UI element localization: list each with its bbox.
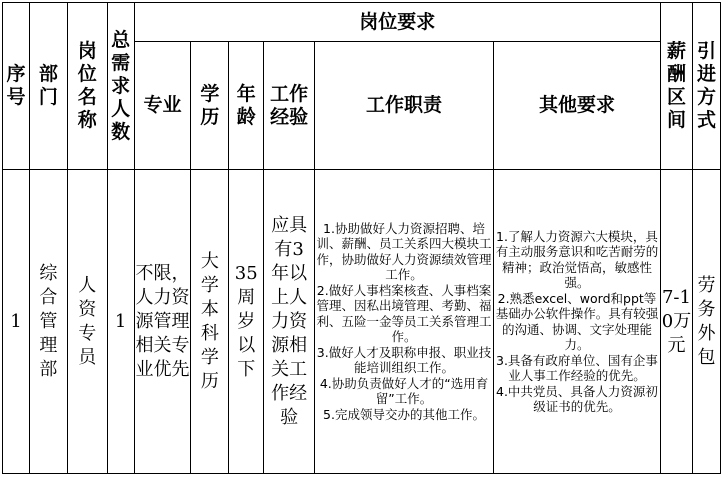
header-headcount: 总需求人数 xyxy=(107,3,134,170)
header-experience: 工作经验 xyxy=(264,42,315,170)
cell-education: 大学本科学历 xyxy=(191,170,229,474)
cell-method: 劳务外包 xyxy=(692,170,720,474)
header-method: 引进方式 xyxy=(692,3,720,170)
duty-item: 4.协助负责做好人才的“选用育留”工作。 xyxy=(319,375,489,407)
cell-major: 不限，人力资源管理相关专业优先 xyxy=(134,170,191,474)
header-salary: 薪酬区间 xyxy=(661,3,693,170)
cell-age: 35周岁以下 xyxy=(229,170,264,474)
header-dept: 部门 xyxy=(29,3,67,170)
other-item: 2.熟悉excel、word和ppt等基础办公软件操作。具有较强的沟通、协调、文字处理能力。 xyxy=(495,290,659,352)
cell-position: 人资专员 xyxy=(67,170,107,474)
duty-item: 5.完成领导交办的其他工作。 xyxy=(323,406,485,422)
cell-dept: 综合管理部 xyxy=(29,170,67,474)
duty-item: 1.协助做好人力资源招聘、培训、薪酬、员工关系四大模块工作，协助做好人力资源绩效管理工作。 xyxy=(316,220,492,283)
cell-headcount: 1 xyxy=(107,170,134,474)
header-age: 年龄 xyxy=(229,42,264,170)
header-other: 其他要求 xyxy=(493,42,660,170)
other-item: 3.具备有政府单位、国有企事业人事工作经验的优先。 xyxy=(496,352,658,383)
header-requirements: 岗位要求 xyxy=(134,3,660,42)
other-item: 1.了解人力资源六大模块，具有主动服务意识和吃苦耐劳的精神；政治觉悟高，敏感性强。 xyxy=(495,228,659,290)
other-item: 4.中共党员、具备人力资源初级证书的优先。 xyxy=(496,383,658,414)
duty-item: 2.做好人事档案核查、人事档案管理、因私出境管理、考勤、福利、五险一金等员工关系管理工作。 xyxy=(316,282,492,345)
cell-duties xyxy=(315,170,494,474)
cell-salary: 7-10万元 xyxy=(661,170,693,474)
header-position: 岗位名称 xyxy=(67,3,107,170)
job-requirements-table xyxy=(2,2,721,474)
cell-seq: 1 xyxy=(3,170,30,474)
header-duties: 工作职责 xyxy=(315,42,494,170)
header-seq: 序号 xyxy=(3,3,30,170)
header-education: 学历 xyxy=(191,42,229,170)
cell-other xyxy=(493,170,660,474)
header-major: 专业 xyxy=(134,42,191,170)
cell-experience: 应具有3年以上人力资源相关工作经验 xyxy=(264,170,315,474)
duty-item: 3.做好人才及职称申报、职业技能培训组织工作。 xyxy=(316,344,492,376)
